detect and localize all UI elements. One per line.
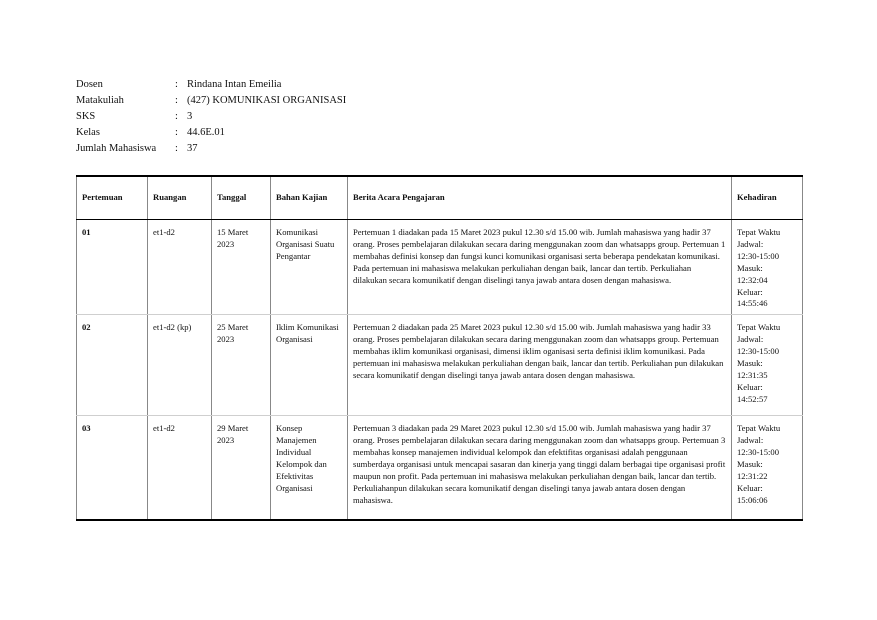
- kehadiran-cell: [732, 220, 803, 315]
- kelas-value: 44.6E.01: [187, 127, 225, 138]
- header-pertemuan: Pertemuan: [77, 176, 148, 220]
- jadwal-label: Jadwal:: [737, 238, 764, 249]
- matakuliah-label: Matakuliah: [76, 95, 124, 106]
- jumlah-mahasiswa-value: 37: [187, 143, 198, 154]
- header-tanggal: Tanggal: [212, 176, 271, 220]
- masuk-label: Masuk:: [737, 459, 763, 470]
- masuk-value: 12:32:04: [737, 274, 768, 285]
- berita-acara-cell: Pertemuan 2 diadakan pada 25 Maret 2023 pukul 12.30 s/d 15.00 wib. Jumlah mahasiswa yang hadir 33 orang. Proses pembelajaran dilakukan secara daring menggunakan zoom dan whatsapps group. Pertemuan membahas iklim komunikasi organisasi, dimensi iklim oganisasi serta definisi iklim komunikasi. Pada pertemuan ini mahasiswa melakukan perkuliahan dengan baik, lancar dan tertib. Perkuliahan pun dilakukan secara komunikatif dengan diselingi tanya jawab antara dosen dengan mahasiswa.: [348, 315, 732, 416]
- masuk-value: 12:31:35: [737, 369, 768, 380]
- info-row-jumlah-mahasiswa: [76, 141, 346, 157]
- kehadiran-status: Tepat Waktu: [737, 322, 781, 333]
- jadwal-value: 12:30-15:00: [737, 447, 780, 458]
- berita-acara-cell: Pertemuan 3 diadakan pada 29 Maret 2023 pukul 12.30 s/d 15.00 wib. Jumlah mahasiswa yang hadir 37 orang. Proses pembelajaran dilakukan secara daring menggunakan zoom dan whatsapps group. Pertemuan 3 membahas konsep manajemen individual kelompok dan efektifitas organisasi adalah penggunaan sumberdaya organisasi untuk mencapai sasaran dan kinerja yang tinggi dalam berbagai tipe organisasi profit maupun non profit. Pada pertemuan ini mahasiswa melakukan perkuliahan dengan baik, lancar dan tertib. Perkuliahanpun dilakukan secara komunikatif dengan diselingi tanya jawab antara dosen dengan mahasiswa.: [348, 416, 732, 521]
- kehadiran-status: Tepat Waktu: [737, 423, 781, 434]
- tanggal-cell: 15 Maret 2023: [212, 220, 271, 315]
- bahan-kajian-cell: Komunikasi Organisasi Suatu Pengantar: [271, 220, 348, 315]
- sks-label: SKS: [76, 111, 96, 122]
- tanggal-cell: 29 Maret 2023: [212, 416, 271, 521]
- ruangan-cell: et1-d2 (kp): [148, 315, 212, 416]
- kehadiran-status: Tepat Waktu: [737, 227, 781, 237]
- keluar-label: Keluar:: [737, 482, 763, 493]
- jadwal-label: Jadwal:: [737, 435, 764, 446]
- kehadiran-cell: [732, 315, 803, 416]
- sks-value: 3: [187, 111, 193, 122]
- table-row: [77, 315, 803, 416]
- bahan-kajian-cell: Iklim Komunikasi Organisasi: [271, 315, 348, 416]
- info-row-sks: [76, 109, 346, 125]
- kelas-separator: :: [175, 127, 178, 138]
- keluar-value: 14:55:46: [737, 298, 768, 309]
- header-bahan-kajian: Bahan Kajian: [271, 176, 348, 220]
- tanggal-cell: 25 Maret 2023: [212, 315, 271, 416]
- masuk-value: 12:31:22: [737, 470, 768, 481]
- jadwal-value: 12:30-15:00: [737, 346, 780, 357]
- dosen-label: Dosen: [76, 79, 103, 90]
- bahan-kajian-cell: Konsep Manajemen Individual Kelompok dan Efektivitas Organisasi: [271, 416, 348, 521]
- keluar-label: Keluar:: [737, 381, 763, 392]
- keluar-label: Keluar:: [737, 286, 763, 297]
- info-row-kelas: [76, 125, 346, 141]
- jumlah-mahasiswa-label: Jumlah Mahasiswa: [76, 143, 157, 154]
- pertemuan-cell: 03: [77, 416, 148, 521]
- jumlah-mahasiswa-separator: :: [175, 143, 178, 154]
- matakuliah-separator: :: [175, 95, 178, 106]
- matakuliah-value: (427) KOMUNIKASI ORGANISASI: [187, 95, 347, 106]
- header-ruangan: Ruangan: [148, 176, 212, 220]
- keluar-value: 15:06:06: [737, 494, 768, 505]
- pertemuan-cell: 01: [77, 220, 148, 315]
- table-row: [77, 220, 803, 315]
- ruangan-cell: et1-d2: [148, 220, 212, 315]
- masuk-label: Masuk:: [737, 262, 763, 273]
- ruangan-cell: et1-d2: [148, 416, 212, 521]
- info-row-matakuliah: [76, 93, 346, 109]
- dosen-separator: :: [175, 79, 178, 90]
- table-header-row: [77, 176, 803, 220]
- info-row-dosen: [76, 77, 346, 93]
- sks-separator: :: [175, 111, 178, 122]
- jadwal-value: 12:30-15:00: [737, 250, 780, 261]
- dosen-value: Rindana Intan Emeilia: [187, 79, 282, 90]
- header-berita-acara: Berita Acara Pengajaran: [348, 176, 732, 220]
- keluar-value: 14:52:57: [737, 393, 768, 404]
- kelas-label: Kelas: [76, 127, 100, 138]
- table-row: [77, 416, 803, 521]
- jadwal-label: Jadwal:: [737, 334, 764, 345]
- teaching-journal-table: [76, 175, 803, 521]
- course-info: [76, 77, 346, 157]
- masuk-label: Masuk:: [737, 358, 763, 369]
- pertemuan-cell: 02: [77, 315, 148, 416]
- berita-acara-cell: Pertemuan 1 diadakan pada 15 Maret 2023 pukul 12.30 s/d 15.00 wib. Jumlah mahasiswa yang hadir 37 orang. Proses pembelajaran dilakukan secara daring menggunakan zoom dan whatsapps group. Pertemuan 1 membahas definisi konsep dan fungsi kunci komunikasi organisasi serta beberapa pendekatan komunikasi. Pada pertemuan ini mahasiswa melakukan perkuliahan dengan baik, lancar dan tertib. Perkuliahan dilakukan secara komunikatif dengan diselingi tanya jawab antara dosen dengan mahasiswa.: [348, 220, 732, 315]
- kehadiran-cell: [732, 416, 803, 521]
- header-kehadiran: Kehadiran: [732, 176, 803, 220]
